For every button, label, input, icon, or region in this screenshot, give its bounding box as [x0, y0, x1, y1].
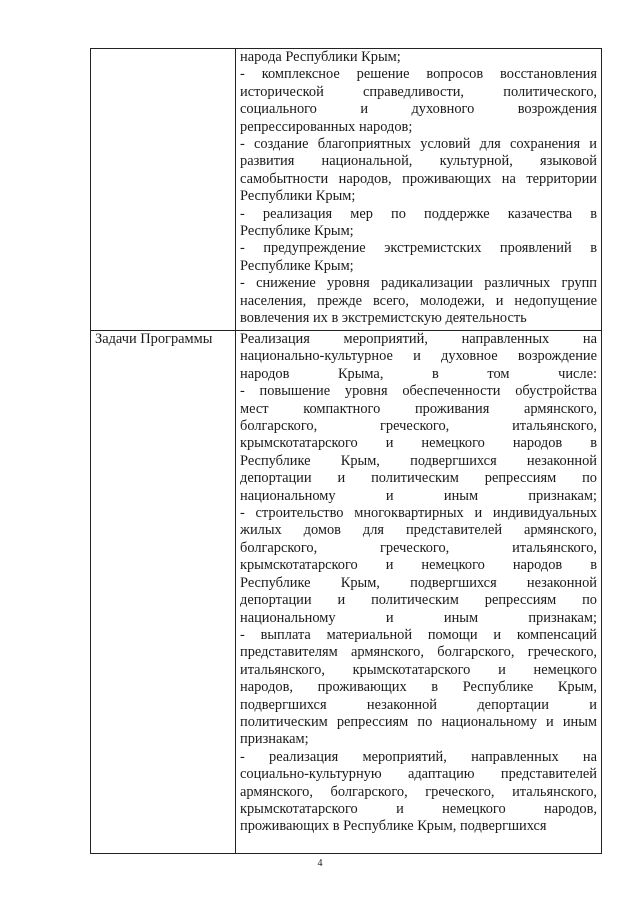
text-line: - реализация мероприятий, направленных на — [240, 748, 597, 765]
text-line: вовлечения их в экстремистскую деятельность — [240, 310, 527, 327]
text-line: крымскотатарского и немецкого народов, — [240, 800, 597, 817]
text-line: - повышение уровня обеспеченности обустройства — [240, 383, 597, 400]
text-line: жилых домов для представителей армянского, — [240, 522, 597, 539]
text-line: самобытности народов, проживающих на территории — [240, 170, 597, 187]
text-line: Республике Крым; — [240, 223, 354, 240]
text-line: Республики Крым; — [240, 188, 356, 205]
text-line: Республике Крым, подвергшихся незаконной — [240, 574, 597, 591]
text-line: социального и духовного возрождения — [240, 101, 597, 118]
text-line: болгарского, греческого, итальянского, — [240, 539, 597, 556]
page-number: 4 — [317, 858, 323, 869]
text-line: исторической справедливости, политического, — [240, 83, 597, 100]
text-line: депортации и политическим репрессиям по — [240, 470, 597, 487]
text-line: - предупреждение экстремистских проявлений в — [240, 240, 597, 257]
text-line: Реализация мероприятий, направленных на — [240, 331, 597, 347]
text-line: национально-культурное и духовное возрождение — [240, 348, 597, 365]
table-row-goals-continued — [91, 49, 602, 331]
text-line: населения, прежде всего, молодежи, и недопущение — [240, 292, 597, 309]
text-line: народов, проживающих в Республике Крым, — [240, 679, 597, 696]
text-line: - снижение уровня радикализации различных групп — [240, 275, 597, 292]
text-line: крымскотатарского и немецкого народов в — [240, 557, 597, 574]
text-line: итальянского, крымскотатарского и немецкого — [240, 661, 597, 678]
text-line: мест компактного проживания армянского, — [240, 400, 597, 417]
row-label-tasks: Задачи Программы — [91, 331, 236, 854]
text-line: - реализация мер по поддержке казачества в — [240, 205, 597, 222]
goals-text — [236, 49, 602, 331]
text-line: болгарского, греческого, итальянского, — [240, 418, 597, 435]
text-line: социально-культурную адаптацию представителей — [240, 766, 597, 783]
text-line: подвергшихся незаконной депортации и — [240, 696, 597, 713]
text-line: крымскотатарского и немецкого народов в — [240, 435, 597, 452]
text-line: - создание благоприятных условий для сохранения и — [240, 136, 597, 153]
text-line: народов Крыма, в том числе: — [240, 365, 597, 382]
text-line: признакам; — [240, 731, 309, 748]
table-row-tasks — [91, 331, 602, 854]
text-line: политическим репрессиям по национальному и иным — [240, 713, 597, 730]
text-line: национальному и иным признакам; — [240, 487, 597, 504]
text-line: - строительство многоквартирных и индивидуальных — [240, 505, 597, 522]
program-passport-table — [90, 48, 602, 854]
text-line: армянского, болгарского, греческого, итальянского, — [240, 783, 597, 800]
text-line: - выплата материальной помощи и компенсаций — [240, 626, 597, 643]
text-line: репрессированных народов; — [240, 118, 413, 135]
text-line: представителям армянского, болгарского, греческого, — [240, 644, 597, 661]
text-line: проживающих в Республике Крым, подвергшихся — [240, 818, 547, 835]
text-line: народа Республики Крым; — [240, 49, 401, 65]
text-line: - комплексное решение вопросов восстановления — [240, 66, 597, 83]
row-label-empty — [91, 49, 236, 331]
text-line: Республике Крым; — [240, 257, 354, 274]
text-line: развития национальной, культурной, языковой — [240, 153, 597, 170]
text-line: депортации и политическим репрессиям по — [240, 592, 597, 609]
text-line: Республике Крым, подвергшихся незаконной — [240, 452, 597, 469]
tasks-text — [236, 331, 602, 854]
text-line: национальному и иным признакам; — [240, 609, 597, 626]
